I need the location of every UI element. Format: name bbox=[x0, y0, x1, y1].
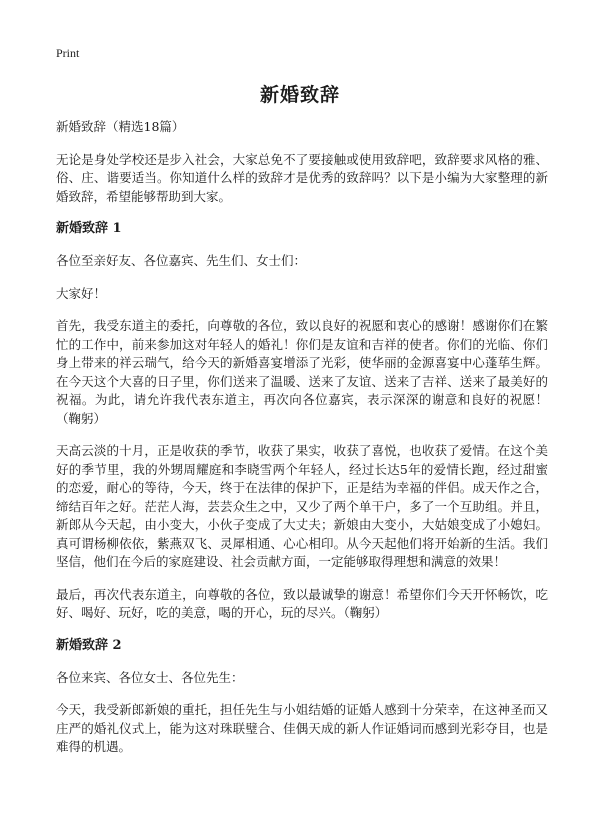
section-paragraph: 天高云淡的十月，正是收获的季节，收获了果实，收获了喜悦，也收获了爱情。在这个美好的季节里，我的外甥周耀庭和李晓雪两个年轻人，经过长达5年的爱情长跑，经过甜蜜的恋爱，耐心的等待，今天，终于在法律的保护下，正是结为幸福的伴侣。成天作之合，缔结百年之好。茫茫人海，芸芸众生之中，又少了两个单干户，多了一个互助组。并且，新郎从今天起，由小变大，小伙子变成了大丈夫；新娘由大变小，大姑娘变成了小媳妇。真可谓杨柳依依，紫燕双飞、灵犀相通、心心相印。从今天起他们将开始新的生活。我们坚信，他们在今后的家庭建设、社会贡献方面，一定能够取得理想和满意的效果！ bbox=[56, 443, 548, 569]
intro-paragraph: 无论是身处学校还是步入社会，大家总免不了要接触或使用致辞吧，致辞要求风格的雅、俗、庄、谐要适当。你知道什么样的致辞才是优秀的致辞吗？以下是小编为大家整理的新婚致辞，希望能够帮助到大家。 bbox=[56, 151, 548, 204]
section-paragraph: 各位至亲好友、各位嘉宾、先生们、女士们： bbox=[56, 253, 307, 268]
section-paragraph: 今天，我受新郎新娘的重托，担任先生与小姐结婚的证婚人感到十分荣幸，在这神圣而又庄严的婚礼仪式上，能为这对珠联璧合、佳偶天成的新人作证婚词而感到光彩夺目，也是难得的机遇。 bbox=[56, 702, 548, 754]
section-2 bbox=[56, 637, 548, 757]
section-heading: 新婚致辞 1 bbox=[56, 221, 122, 236]
section-paragraph: 首先，我受东道主的委托，向尊敬的各位，致以良好的祝愿和衷心的感谢！感谢你们在繁忙的工作中，前来参加这对年轻人的婚礼！你们是友谊和吉祥的使者。你们的光临、你们身上带来的祥云瑞气，给今天的新婚喜宴增添了光彩，使华丽的金源喜宴中心蓬荜生辉。在今天这个大喜的日子里，你们送来了温暖、送来了友谊、送来了吉祥、送来了最美好的祝福。为此，请允许我代表东道主，再次向各位嘉宾，表示深深的谢意和良好的祝愿！（鞠躬） bbox=[56, 318, 548, 426]
print-link[interactable]: Print bbox=[56, 46, 80, 60]
section-paragraph: 最后，再次代表东道主，向尊敬的各位，致以最诚挚的谢意！希望你们今天开怀畅饮，吃好、喝好、玩好，吃的美意，喝的开心，玩的尽兴。（鞠躬） bbox=[56, 586, 548, 620]
section-1 bbox=[56, 220, 548, 623]
document-body bbox=[56, 118, 548, 771]
section-paragraph: 各位来宾、各位女士、各位先生： bbox=[56, 669, 244, 685]
page-title: 新婚致辞 bbox=[259, 84, 340, 106]
document-subtitle: 新婚致辞（精选18篇） bbox=[56, 119, 185, 134]
section-heading: 新婚致辞 2 bbox=[56, 637, 122, 653]
section-paragraph: 大家好！ bbox=[56, 285, 107, 301]
